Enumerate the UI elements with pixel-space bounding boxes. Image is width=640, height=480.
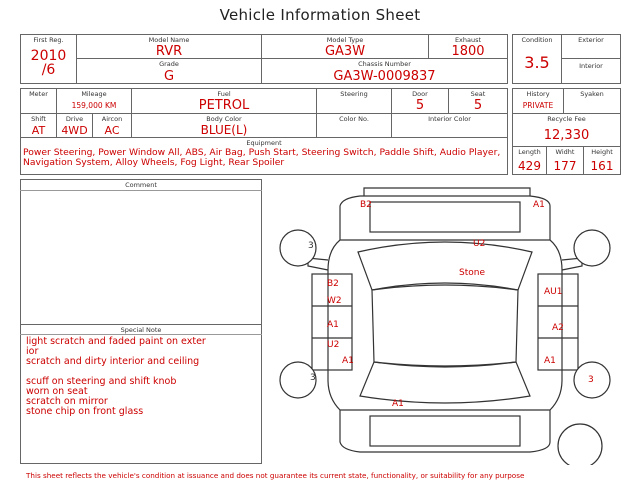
comment-divider (20, 190, 262, 191)
note-line: scuff on steering and shift knob (26, 376, 177, 387)
width-label: Widht (555, 148, 575, 156)
chassis-label: Chassis Number (358, 60, 411, 68)
width-cell (546, 146, 584, 175)
door-value: 5 (415, 98, 425, 113)
damage-mark: B2 (327, 279, 339, 289)
exterior-label: Exterior (578, 36, 604, 44)
rear-window (360, 362, 530, 403)
height-value: 161 (590, 159, 614, 173)
windshield (358, 242, 532, 290)
special-note-list (26, 337, 258, 417)
damage-mark: 3 (310, 373, 316, 383)
meter-label: Meter (29, 90, 48, 98)
syaken-cell (563, 88, 621, 114)
recycle-fee-label: Recycle Fee (547, 115, 586, 123)
condition-cell (512, 34, 562, 84)
model-name-label: Model Name (148, 36, 190, 44)
body-color-label: Body Color (206, 115, 242, 123)
damage-mark: A2 (552, 323, 564, 333)
color-no-cell (316, 113, 392, 138)
damage-mark: Stone (459, 268, 485, 278)
note-line: light scratch and faded paint on exter (26, 336, 206, 347)
exhaust-label: Exhaust (454, 36, 482, 44)
condition-value: 3.5 (524, 53, 550, 72)
note-line: stone chip on front glass (26, 406, 144, 417)
seat-value: 5 (473, 98, 483, 113)
model-type-value: GA3W (324, 44, 366, 59)
length-value: 429 (518, 159, 541, 173)
syaken-label: Syaken (580, 90, 604, 98)
steering-label: Steering (340, 90, 368, 98)
note-line: ior (26, 346, 39, 357)
trunk-panel (370, 416, 520, 446)
shift-label: Shift (31, 115, 46, 123)
damage-mark: U2 (473, 239, 486, 249)
first-reg-value: 2010 /6 (30, 48, 67, 78)
height-label: Height (591, 148, 613, 156)
width-value: 177 (553, 159, 577, 173)
damage-mark: W2 (327, 296, 342, 306)
damage-mark: AU1 (544, 287, 563, 297)
note-line: worn on seat (26, 386, 88, 397)
damage-mark: 3 (308, 241, 314, 251)
special-note-label: Special Note (120, 326, 162, 334)
recycle-fee-value: 12,330 (543, 128, 590, 143)
fuel-label: Fuel (217, 90, 231, 98)
spare-wheel (558, 424, 602, 465)
special-note-divider (20, 334, 262, 335)
recycle-fee-cell (512, 113, 621, 147)
equipment-cell (20, 137, 508, 175)
exhaust-cell (428, 34, 508, 59)
exterior-cell (561, 34, 621, 59)
footer-disclaimer: This sheet reflects the vehicle's condition at issuance and does not guarantee its current state, functionality, or suitability for any purpose (26, 471, 525, 480)
mileage-cell (56, 88, 132, 114)
aircon-cell (92, 113, 132, 138)
note-line: scratch on mirror (26, 396, 108, 407)
car-front-bumper (364, 188, 530, 196)
drive-cell (56, 113, 93, 138)
damage-mark: A1 (327, 320, 339, 330)
mileage-label: Mileage (81, 90, 107, 98)
drive-value: 4WD (61, 124, 88, 137)
interior-color-label: Interior Color (428, 115, 471, 123)
damage-mark: A1 (533, 200, 545, 210)
damage-mark: U2 (327, 340, 340, 350)
grade-cell (76, 58, 262, 84)
length-label: Length (518, 148, 541, 156)
shift-value: AT (31, 124, 46, 137)
equipment-text: Power Steering, Power Window All, ABS, Air Bag, Push Start, Steering Switch, Paddle Shift, Audio Player, Navigation System, Alloy Wheels, Fog Light, Rear Spoiler (23, 147, 501, 168)
comment-label: Comment (125, 181, 157, 189)
door-label: Door (412, 90, 428, 98)
roof-panel (372, 285, 518, 366)
damage-mark: A1 (342, 356, 354, 366)
damage-mark: 3 (588, 375, 594, 385)
condition-label: Condition (521, 36, 553, 44)
sheet-title: Vehicle Information Sheet (219, 6, 421, 24)
steering-cell (316, 88, 392, 114)
model-type-label: Model Type (326, 36, 364, 44)
hood-panel (370, 202, 520, 232)
interior-cell (561, 58, 621, 84)
chassis-value: GA3W-0009837 (333, 69, 436, 84)
chassis-cell (261, 58, 508, 84)
equipment-label: Equipment (246, 139, 282, 147)
body-color-value: BLUE(L) (200, 123, 248, 137)
exhaust-value: 1800 (451, 44, 485, 59)
interior-color-cell (391, 113, 508, 138)
car-damage-diagram (268, 180, 630, 465)
history-value: PRIVATE (522, 101, 554, 110)
aircon-value: AC (104, 124, 120, 137)
comment-box (20, 179, 262, 325)
aircon-label: Aircon (101, 115, 123, 123)
first-reg-cell (20, 34, 77, 84)
model-name-value: RVR (155, 44, 183, 59)
model-name-cell (76, 34, 262, 59)
door-cell (391, 88, 449, 114)
shift-cell (20, 113, 57, 138)
length-cell (512, 146, 547, 175)
height-cell (583, 146, 621, 175)
color-no-label: Color No. (339, 115, 369, 123)
wheel-front-right (574, 230, 610, 266)
history-cell (512, 88, 564, 114)
fuel-cell (131, 88, 317, 114)
damage-mark: B2 (360, 200, 372, 210)
damage-mark: A1 (392, 399, 404, 409)
grade-value: G (163, 69, 175, 84)
meter-cell (20, 88, 57, 114)
seat-label: Seat (470, 90, 486, 98)
interior-label: Interior (579, 62, 603, 70)
mileage-value: 159,000 KM (71, 101, 117, 110)
grade-label: Grade (159, 60, 179, 68)
model-type-cell (261, 34, 429, 59)
body-color-cell (131, 113, 317, 138)
note-line: scratch and dirty interior and ceiling (26, 356, 200, 367)
drive-label: Drive (65, 115, 84, 123)
first-reg-label: First Reg. (33, 36, 64, 44)
damage-mark: A1 (544, 356, 556, 366)
fuel-value: PETROL (198, 98, 250, 113)
seat-cell (448, 88, 508, 114)
history-label: History (526, 90, 550, 98)
